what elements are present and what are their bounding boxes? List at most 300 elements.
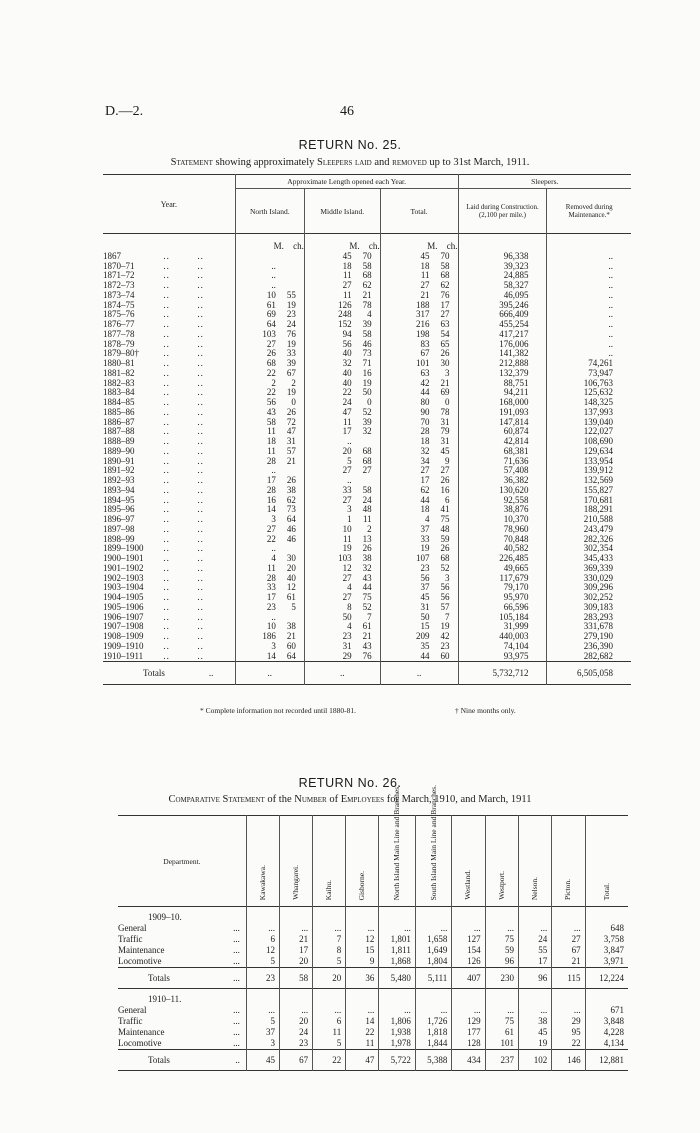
count-cell: ... bbox=[379, 1005, 415, 1016]
laid-cell: 455,254 bbox=[458, 320, 547, 330]
totals-laid: 5,732,712 bbox=[458, 662, 547, 685]
leader-dots: .. bbox=[163, 270, 170, 281]
leader-dots: .. bbox=[197, 611, 204, 622]
leader-dots: .. bbox=[163, 494, 170, 505]
count-cell: 5,388 bbox=[415, 1050, 451, 1071]
count-cell: 146 bbox=[552, 1050, 585, 1071]
count-cell: ... bbox=[246, 1005, 279, 1016]
count-cell: ... bbox=[552, 1005, 585, 1016]
count-cell: 1,658 bbox=[415, 934, 451, 945]
leader-dots: .. bbox=[197, 358, 204, 368]
column-header-4: North Island Main Line and Branches. bbox=[379, 816, 415, 907]
leader-dots: .. bbox=[197, 582, 204, 593]
year-cell: 1874–75 bbox=[103, 299, 135, 310]
page-reference: D.—2. bbox=[105, 104, 144, 119]
count-cell: 1,844 bbox=[415, 1038, 451, 1050]
year-cell: 1867 bbox=[103, 250, 121, 261]
laid-cell: 92,558 bbox=[458, 496, 547, 506]
count-cell: 127 bbox=[452, 934, 485, 945]
count-cell: 671 bbox=[585, 1005, 628, 1016]
middle-length-cell: 27 62 bbox=[304, 281, 380, 291]
count-cell: 1,868 bbox=[379, 956, 415, 968]
leader-dots: ... bbox=[233, 972, 240, 983]
laid-cell: 42,814 bbox=[458, 437, 547, 447]
count-cell: 12 bbox=[246, 945, 279, 956]
north-length-cell: .. bbox=[235, 271, 304, 281]
total-length-cell: 21 76 bbox=[380, 291, 458, 301]
statement-text: and bbox=[371, 157, 393, 168]
north-length-cell: 22 67 bbox=[235, 369, 304, 379]
north-length-cell: 3 60 bbox=[235, 642, 304, 652]
middle-length-cell: 17 32 bbox=[304, 427, 380, 437]
total-length-cell: 45 70 bbox=[380, 252, 458, 262]
middle-length-cell: 20 68 bbox=[304, 447, 380, 457]
removed-cell: 236,390 bbox=[547, 642, 631, 652]
north-length-cell: 11 57 bbox=[235, 447, 304, 457]
leader-dots: .. bbox=[197, 553, 204, 563]
leader-dots: .. bbox=[197, 494, 204, 505]
total-length-cell: 62 16 bbox=[380, 486, 458, 496]
middle-length-cell: 126 78 bbox=[304, 301, 380, 311]
year-cell: 1908–1909 bbox=[103, 631, 144, 641]
removed-cell: 330,029 bbox=[547, 574, 631, 584]
north-length-cell: .. bbox=[235, 613, 304, 623]
count-cell: ... bbox=[279, 1005, 312, 1016]
totals-label: Totals .. bbox=[143, 668, 214, 679]
department-cell: Totals bbox=[148, 972, 170, 983]
column-header-1: Whangarei. bbox=[279, 816, 312, 907]
leader-dots: .. bbox=[163, 260, 170, 271]
middle-length-cell: 4 61 bbox=[304, 622, 380, 632]
return-25-statement bbox=[0, 157, 700, 168]
count-cell: 230 bbox=[485, 968, 518, 989]
column-header-3: Gisborne. bbox=[346, 816, 379, 907]
total-length-cell: 18 31 bbox=[380, 437, 458, 447]
removed-cell: 132,569 bbox=[547, 476, 631, 486]
count-cell: 11 bbox=[313, 1027, 346, 1038]
middle-length-cell: 8 52 bbox=[304, 603, 380, 613]
leader-dots: .. bbox=[163, 299, 170, 310]
removed-cell: 155,827 bbox=[547, 486, 631, 496]
table-row bbox=[118, 1038, 628, 1050]
table-row bbox=[118, 956, 628, 968]
count-cell: 129 bbox=[452, 1016, 485, 1027]
leader-dots: .. bbox=[163, 475, 170, 485]
leader-dots: .. bbox=[163, 426, 170, 437]
north-length-cell: 22 46 bbox=[235, 535, 304, 545]
middle-length-cell: 11 68 bbox=[304, 271, 380, 281]
total-length-cell: 15 19 bbox=[380, 622, 458, 632]
leader-dots: .. bbox=[197, 484, 204, 495]
north-length-cell: 4 30 bbox=[235, 554, 304, 564]
count-cell: 1,806 bbox=[379, 1016, 415, 1027]
middle-length-cell: 45 70 bbox=[304, 252, 380, 262]
total-length-cell: 209 42 bbox=[380, 632, 458, 642]
count-cell: ... bbox=[415, 923, 451, 934]
year-cell: 1894–95 bbox=[103, 494, 135, 505]
middle-length-cell: 94 58 bbox=[304, 330, 380, 340]
north-length-cell: 10 55 bbox=[235, 291, 304, 301]
laid-cell: 88,751 bbox=[458, 379, 547, 389]
count-cell: 4,228 bbox=[585, 1027, 628, 1038]
total-length-cell: 317 27 bbox=[380, 310, 458, 320]
count-cell: 5 bbox=[246, 1016, 279, 1027]
count-cell: 21 bbox=[552, 956, 585, 968]
removed-cell: 283,293 bbox=[547, 613, 631, 623]
north-length-cell: .. bbox=[235, 544, 304, 554]
leader-dots: .. bbox=[163, 367, 170, 378]
year-cell: 1897–98 bbox=[103, 523, 135, 534]
leader-dots: .. bbox=[197, 406, 204, 417]
return-25-title: RETURN No. 25. bbox=[298, 138, 402, 152]
statement-text: Sleepers laid bbox=[316, 157, 372, 168]
total-length-cell: 37 48 bbox=[380, 525, 458, 535]
group-header-sleepers: Sleepers. bbox=[458, 175, 631, 189]
count-cell: 5 bbox=[313, 1038, 346, 1050]
leader-dots: .. bbox=[197, 445, 204, 456]
north-length-cell: 22 19 bbox=[235, 388, 304, 398]
leader-dots: ... bbox=[233, 956, 240, 966]
footnote-nine-months: † Nine months only. bbox=[455, 706, 516, 715]
north-length-cell: 27 46 bbox=[235, 525, 304, 535]
count-cell: 154 bbox=[452, 945, 485, 956]
leader-dots: .. bbox=[163, 358, 170, 368]
year-cell: 1905–1906 bbox=[103, 601, 144, 612]
middle-length-cell: 248 4 bbox=[304, 310, 380, 320]
total-length-cell: 42 21 bbox=[380, 379, 458, 389]
year-cell: 1873–74 bbox=[103, 289, 135, 300]
year-cell: 1899–1900 bbox=[103, 543, 144, 554]
laid-cell: 105,184 bbox=[458, 613, 547, 623]
leader-dots: ... bbox=[233, 1016, 240, 1026]
count-cell: 67 bbox=[552, 945, 585, 956]
north-length-cell: 61 19 bbox=[235, 301, 304, 311]
leader-dots: .. bbox=[197, 543, 204, 554]
count-cell: 29 bbox=[552, 1016, 585, 1027]
year-cell: 1877–78 bbox=[103, 328, 135, 339]
leader-dots: .. bbox=[197, 455, 204, 466]
leader-dots: .. bbox=[163, 328, 170, 339]
count-cell: 101 bbox=[485, 1038, 518, 1050]
removed-cell: 369,339 bbox=[547, 564, 631, 574]
removed-cell: 129,634 bbox=[547, 447, 631, 457]
count-cell: ... bbox=[415, 1005, 451, 1016]
north-length-cell: 33 12 bbox=[235, 583, 304, 593]
north-length-cell: 10 38 bbox=[235, 622, 304, 632]
laid-cell: 74,104 bbox=[458, 642, 547, 652]
count-cell: 1,938 bbox=[379, 1027, 415, 1038]
north-length-cell: 2 2 bbox=[235, 379, 304, 389]
removed-cell: 282,326 bbox=[547, 535, 631, 545]
leader-dots: .. bbox=[163, 514, 170, 524]
leader-dots: .. bbox=[163, 436, 170, 446]
leader-dots: .. bbox=[163, 601, 170, 612]
middle-length-cell: .. bbox=[304, 476, 380, 486]
laid-cell: 78,960 bbox=[458, 525, 547, 535]
statement-text: showing approximately bbox=[212, 157, 317, 168]
year-cell: 1875–76 bbox=[103, 309, 135, 320]
group-header-length: Approximate Length opened each Year. bbox=[235, 175, 458, 189]
table-row bbox=[103, 466, 631, 476]
total-length-cell: 198 54 bbox=[380, 330, 458, 340]
laid-cell: 57,408 bbox=[458, 466, 547, 476]
footnote-complete-info: * Complete information not recorded until 1880-81. bbox=[200, 706, 357, 715]
removed-cell: .. bbox=[547, 310, 631, 320]
count-cell: 11 bbox=[346, 1038, 379, 1050]
removed-cell: .. bbox=[547, 330, 631, 340]
statement-text: Comparative Statement bbox=[168, 794, 265, 805]
count-cell: 67 bbox=[279, 1050, 312, 1071]
leader-dots: .. bbox=[163, 377, 170, 388]
department-cell: Locomotive bbox=[118, 1038, 162, 1048]
column-header-department: Department. bbox=[163, 856, 201, 866]
total-length-cell: 63 3 bbox=[380, 369, 458, 379]
middle-length-cell: 33 58 bbox=[304, 486, 380, 496]
count-cell: 59 bbox=[485, 945, 518, 956]
year-cell: 1903–1904 bbox=[103, 582, 144, 593]
count-cell: ... bbox=[485, 923, 518, 934]
middle-length-cell: 11 13 bbox=[304, 535, 380, 545]
removed-cell: 106,763 bbox=[547, 379, 631, 389]
leader-dots: .. bbox=[197, 504, 204, 515]
column-header-removed: Removed during Maintenance.* bbox=[547, 189, 631, 234]
leader-dots: .. bbox=[163, 582, 170, 593]
middle-length-cell: 12 32 bbox=[304, 564, 380, 574]
north-length-cell: 43 26 bbox=[235, 408, 304, 418]
north-length-cell: 28 40 bbox=[235, 574, 304, 584]
removed-cell: 331,678 bbox=[547, 622, 631, 632]
count-cell: ... bbox=[552, 923, 585, 934]
leader-dots: .. bbox=[163, 280, 170, 290]
north-length-cell: 11 47 bbox=[235, 427, 304, 437]
laid-cell: 417,217 bbox=[458, 330, 547, 340]
removed-cell: .. bbox=[547, 301, 631, 311]
department-cell: Locomotive bbox=[118, 956, 162, 966]
total-length-cell: 101 30 bbox=[380, 359, 458, 369]
total-length-cell: 28 79 bbox=[380, 427, 458, 437]
removed-cell: 139,040 bbox=[547, 418, 631, 428]
count-cell: 115 bbox=[552, 968, 585, 989]
north-length-cell: 11 20 bbox=[235, 564, 304, 574]
year-cell: 1896–97 bbox=[103, 514, 135, 524]
total-length-cell: 44 60 bbox=[380, 652, 458, 662]
laid-cell: 395,246 bbox=[458, 301, 547, 311]
removed-cell: 188,291 bbox=[547, 505, 631, 515]
count-cell: 5,111 bbox=[415, 968, 451, 989]
count-cell: 3 bbox=[246, 1038, 279, 1050]
count-cell: 21 bbox=[279, 934, 312, 945]
year-cell: 1884–85 bbox=[103, 397, 135, 407]
count-cell: 1,804 bbox=[415, 956, 451, 968]
year-cell: 1904–1905 bbox=[103, 592, 144, 602]
table-row bbox=[103, 427, 631, 437]
year-cell: 1883–84 bbox=[103, 387, 135, 398]
count-cell: 27 bbox=[552, 934, 585, 945]
laid-cell: 66,596 bbox=[458, 603, 547, 613]
middle-length-cell: 19 26 bbox=[304, 544, 380, 554]
leader-dots: .. bbox=[163, 338, 170, 349]
column-header-9: Picton. bbox=[552, 816, 585, 907]
leader-dots: .. bbox=[163, 640, 170, 651]
count-cell: 5,480 bbox=[379, 968, 415, 989]
north-length-cell: .. bbox=[235, 466, 304, 476]
table-row bbox=[118, 934, 628, 945]
count-cell: 37 bbox=[246, 1027, 279, 1038]
removed-cell: 148,325 bbox=[547, 398, 631, 408]
count-cell: 237 bbox=[485, 1050, 518, 1071]
count-cell: 96 bbox=[518, 968, 551, 989]
removed-cell: 279,190 bbox=[547, 632, 631, 642]
count-cell: 12,881 bbox=[585, 1050, 628, 1071]
removed-cell: 137,993 bbox=[547, 408, 631, 418]
department-cell: General bbox=[118, 923, 147, 933]
leader-dots: .. bbox=[163, 553, 170, 563]
laid-cell: 96,338 bbox=[458, 252, 547, 262]
north-length-cell: 3 64 bbox=[235, 515, 304, 525]
table-row bbox=[118, 1016, 628, 1027]
column-header-7: Westport. bbox=[485, 816, 518, 907]
middle-length-cell: 47 52 bbox=[304, 408, 380, 418]
leader-dots: .. bbox=[197, 640, 204, 651]
removed-cell: 170,681 bbox=[547, 496, 631, 506]
count-cell: 407 bbox=[452, 968, 485, 989]
column-header-laid: Laid during Construction. (2,100 per mile.) bbox=[458, 189, 547, 234]
total-length-cell: 18 58 bbox=[380, 262, 458, 272]
removed-cell: 309,296 bbox=[547, 583, 631, 593]
total-length-cell: 70 31 bbox=[380, 418, 458, 428]
year-cell: 1878–79 bbox=[103, 338, 135, 349]
leader-dots: .. bbox=[197, 416, 204, 427]
middle-length-cell: 27 24 bbox=[304, 496, 380, 506]
column-header-north: North Island. bbox=[235, 189, 304, 234]
return-26-statement bbox=[0, 794, 700, 805]
laid-cell: 36,382 bbox=[458, 476, 547, 486]
laid-cell: 130,620 bbox=[458, 486, 547, 496]
year-heading: 1910–11. bbox=[148, 994, 182, 1004]
column-header-year: Year. bbox=[160, 199, 178, 209]
total-length-cell: 67 26 bbox=[380, 349, 458, 359]
laid-cell: 440,003 bbox=[458, 632, 547, 642]
removed-cell: 73,947 bbox=[547, 369, 631, 379]
laid-cell: 31,999 bbox=[458, 622, 547, 632]
laid-cell: 24,885 bbox=[458, 271, 547, 281]
count-cell: 38 bbox=[518, 1016, 551, 1027]
statement-text: removed bbox=[392, 157, 427, 168]
leader-dots: .. bbox=[163, 397, 170, 407]
unit-label: M. ch. bbox=[235, 234, 304, 252]
count-cell: 4,134 bbox=[585, 1038, 628, 1050]
north-length-cell: 16 62 bbox=[235, 496, 304, 506]
count-cell: ... bbox=[313, 1005, 346, 1016]
middle-length-cell: 23 21 bbox=[304, 632, 380, 642]
count-cell: 95 bbox=[552, 1027, 585, 1038]
leader-dots: .. bbox=[163, 455, 170, 466]
laid-cell: 60,874 bbox=[458, 427, 547, 437]
year-cell: 1879–80† bbox=[103, 348, 139, 359]
leader-dots: .. bbox=[197, 367, 204, 378]
total-length-cell: 80 0 bbox=[380, 398, 458, 408]
middle-length-cell: 103 38 bbox=[304, 554, 380, 564]
count-cell: ... bbox=[518, 1005, 551, 1016]
count-cell: 61 bbox=[485, 1027, 518, 1038]
count-cell: 20 bbox=[279, 956, 312, 968]
middle-length-cell: 32 71 bbox=[304, 359, 380, 369]
leader-dots: .. bbox=[197, 592, 204, 602]
leader-dots: .. bbox=[197, 250, 204, 261]
column-header-5: South Island Main Line and Branches. bbox=[415, 816, 451, 907]
department-cell: General bbox=[118, 1005, 147, 1015]
north-length-cell: 58 72 bbox=[235, 418, 304, 428]
count-cell: 23 bbox=[246, 968, 279, 989]
laid-cell: 95,970 bbox=[458, 593, 547, 603]
removed-cell: 309,183 bbox=[547, 603, 631, 613]
middle-length-cell: 1 11 bbox=[304, 515, 380, 525]
count-cell: 14 bbox=[346, 1016, 379, 1027]
middle-length-cell: 11 39 bbox=[304, 418, 380, 428]
department-cell: Traffic bbox=[118, 934, 143, 944]
table-row bbox=[118, 1027, 628, 1038]
year-cell: 1898–99 bbox=[103, 533, 135, 544]
leader-dots: .. bbox=[197, 260, 204, 271]
middle-length-cell: 27 75 bbox=[304, 593, 380, 603]
total-length-cell: 35 23 bbox=[380, 642, 458, 652]
laid-cell: 58,327 bbox=[458, 281, 547, 291]
leader-dots: ... bbox=[233, 934, 240, 944]
total-length-cell: 17 26 bbox=[380, 476, 458, 486]
totals-dots: .. bbox=[380, 662, 458, 685]
leader-dots: .. bbox=[235, 1054, 240, 1065]
count-cell: 47 bbox=[346, 1050, 379, 1071]
total-length-cell: 27 62 bbox=[380, 281, 458, 291]
removed-cell: 302,252 bbox=[547, 593, 631, 603]
department-cell: Maintenance bbox=[118, 945, 165, 955]
total-length-cell: 188 17 bbox=[380, 301, 458, 311]
year-cell: 1910–1911 bbox=[103, 650, 144, 661]
count-cell: 96 bbox=[485, 956, 518, 968]
total-length-cell: 34 9 bbox=[380, 457, 458, 467]
count-cell: 22 bbox=[313, 1050, 346, 1071]
count-cell: ... bbox=[518, 923, 551, 934]
count-cell: ... bbox=[452, 923, 485, 934]
laid-cell: 10,370 bbox=[458, 515, 547, 525]
year-cell: 1876–77 bbox=[103, 319, 135, 329]
leader-dots: .. bbox=[163, 572, 170, 583]
leader-dots: ... bbox=[233, 945, 240, 955]
year-cell: 1871–72 bbox=[103, 270, 135, 281]
year-cell: 1887–88 bbox=[103, 426, 135, 437]
count-cell: 75 bbox=[485, 934, 518, 945]
north-length-cell: .. bbox=[235, 281, 304, 291]
total-length-cell: 37 56 bbox=[380, 583, 458, 593]
leader-dots: .. bbox=[197, 377, 204, 388]
middle-length-cell: 56 46 bbox=[304, 340, 380, 350]
middle-length-cell: 27 43 bbox=[304, 574, 380, 584]
leader-dots: .. bbox=[197, 621, 204, 632]
leader-dots: .. bbox=[197, 426, 204, 437]
totals-row bbox=[118, 1050, 628, 1071]
totals-dots: .. bbox=[304, 662, 380, 685]
leader-dots: .. bbox=[163, 289, 170, 300]
middle-length-cell: 31 43 bbox=[304, 642, 380, 652]
count-cell: 6 bbox=[246, 934, 279, 945]
laid-cell: 176,006 bbox=[458, 340, 547, 350]
return-26-title: RETURN No. 26. bbox=[298, 776, 402, 790]
leader-dots: .. bbox=[163, 319, 170, 329]
count-cell: ... bbox=[246, 923, 279, 934]
leader-dots: .. bbox=[197, 601, 204, 612]
leader-dots: .. bbox=[197, 562, 204, 573]
leader-dots: .. bbox=[163, 621, 170, 632]
